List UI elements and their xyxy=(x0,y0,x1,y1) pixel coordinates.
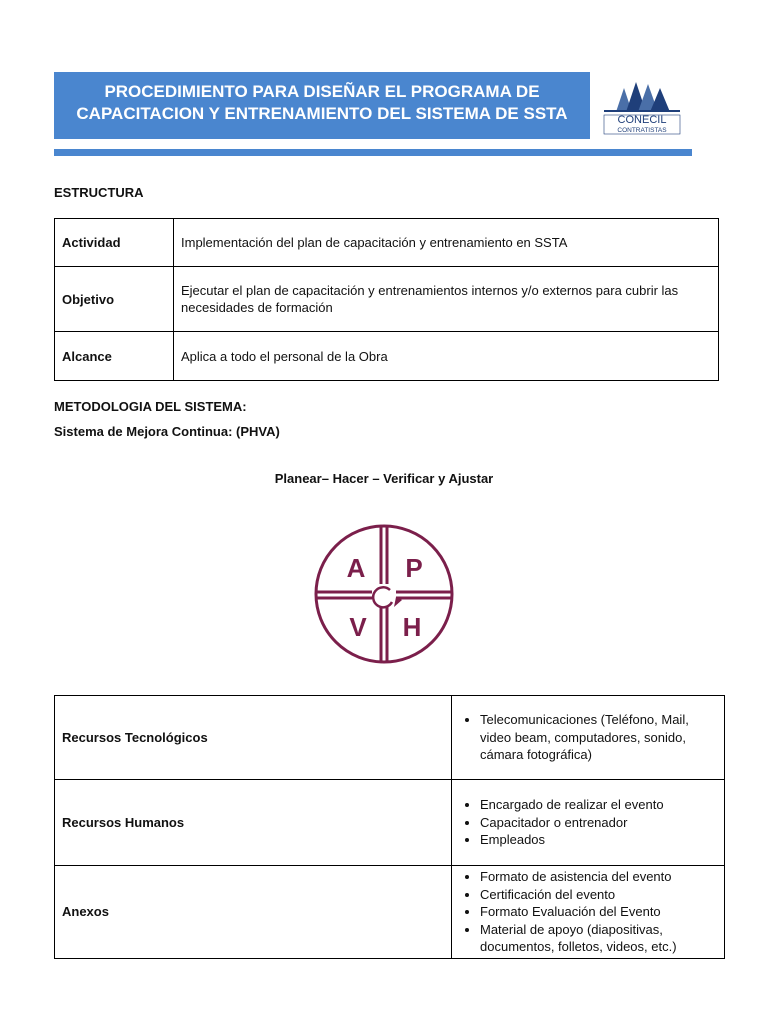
document-title-line-1: PROCEDIMIENTO PARA DISEÑAR EL PROGRAMA DE xyxy=(104,82,540,101)
table-row xyxy=(55,866,725,959)
bullet-list xyxy=(460,868,718,956)
list-item: • Certificación del evento xyxy=(480,886,718,904)
logo-subtext: CONTRATISTAS xyxy=(617,127,667,134)
row-key: Anexos xyxy=(55,866,452,959)
estructura-table xyxy=(54,218,719,381)
row-value-line-1: Ejecutar el plan de capacitación y entrenamientos internos y/o externos para cubrir las xyxy=(181,283,679,298)
phva-letter-v: V xyxy=(349,612,367,642)
list-item: • Material de apoyo (diapositivas, documentos, folletos, videos, etc.) xyxy=(480,921,718,956)
table-row xyxy=(55,267,719,332)
list-item: • Encargado de realizar el evento xyxy=(480,796,718,814)
row-value xyxy=(452,866,725,959)
list-item: • Capacitador o entrenador xyxy=(480,814,718,832)
row-value: Implementación del plan de capacitación y entrenamiento en SSTA xyxy=(174,219,719,267)
list-item: • Telecomunicaciones (Teléfono, Mail, video beam, computadores, sonido, cámara fotográfica) xyxy=(480,711,718,764)
row-value: Aplica a todo el personal de la Obra xyxy=(174,332,719,381)
list-item: • Empleados xyxy=(480,831,718,849)
phva-letter-p: P xyxy=(405,553,423,583)
metodologia-subheading: Sistema de Mejora Continua: (PHVA) xyxy=(54,424,280,439)
table-row xyxy=(55,332,719,381)
phva-letter-a: A xyxy=(346,553,366,583)
recursos-table xyxy=(54,695,725,959)
phva-cycle-title: Planear– Hacer – Verificar y Ajustar xyxy=(274,471,494,486)
document-title-line-2: CAPACITACION Y ENTRENAMIENTO DEL SISTEMA DE SSTA xyxy=(76,104,568,123)
table-row xyxy=(55,696,725,780)
phva-cycle-diagram xyxy=(304,514,464,674)
row-key: Alcance xyxy=(55,332,174,381)
estructura-heading: ESTRUCTURA xyxy=(54,185,144,200)
row-value xyxy=(452,780,725,866)
list-item: • Formato Evaluación del Evento xyxy=(480,903,718,921)
table-row xyxy=(55,780,725,866)
metodologia-heading: METODOLOGIA DEL SISTEMA: xyxy=(54,399,247,414)
row-key: Recursos Humanos xyxy=(55,780,452,866)
row-key: Objetivo xyxy=(55,267,174,332)
bullet-list xyxy=(460,796,718,849)
table-row xyxy=(55,219,719,267)
row-value xyxy=(174,267,719,332)
list-item: • Formato de asistencia del evento xyxy=(480,868,718,886)
row-key: Recursos Tecnológicos xyxy=(55,696,452,780)
row-key: Actividad xyxy=(55,219,174,267)
bullet-list xyxy=(460,711,718,764)
logo-text: CONECIL xyxy=(617,114,667,126)
phva-letter-h: H xyxy=(402,612,422,642)
header-divider xyxy=(54,149,692,156)
document-title-banner xyxy=(54,72,590,139)
row-value-line-2: necesidades de formación xyxy=(181,300,333,315)
row-value xyxy=(452,696,725,780)
company-logo xyxy=(598,74,686,140)
